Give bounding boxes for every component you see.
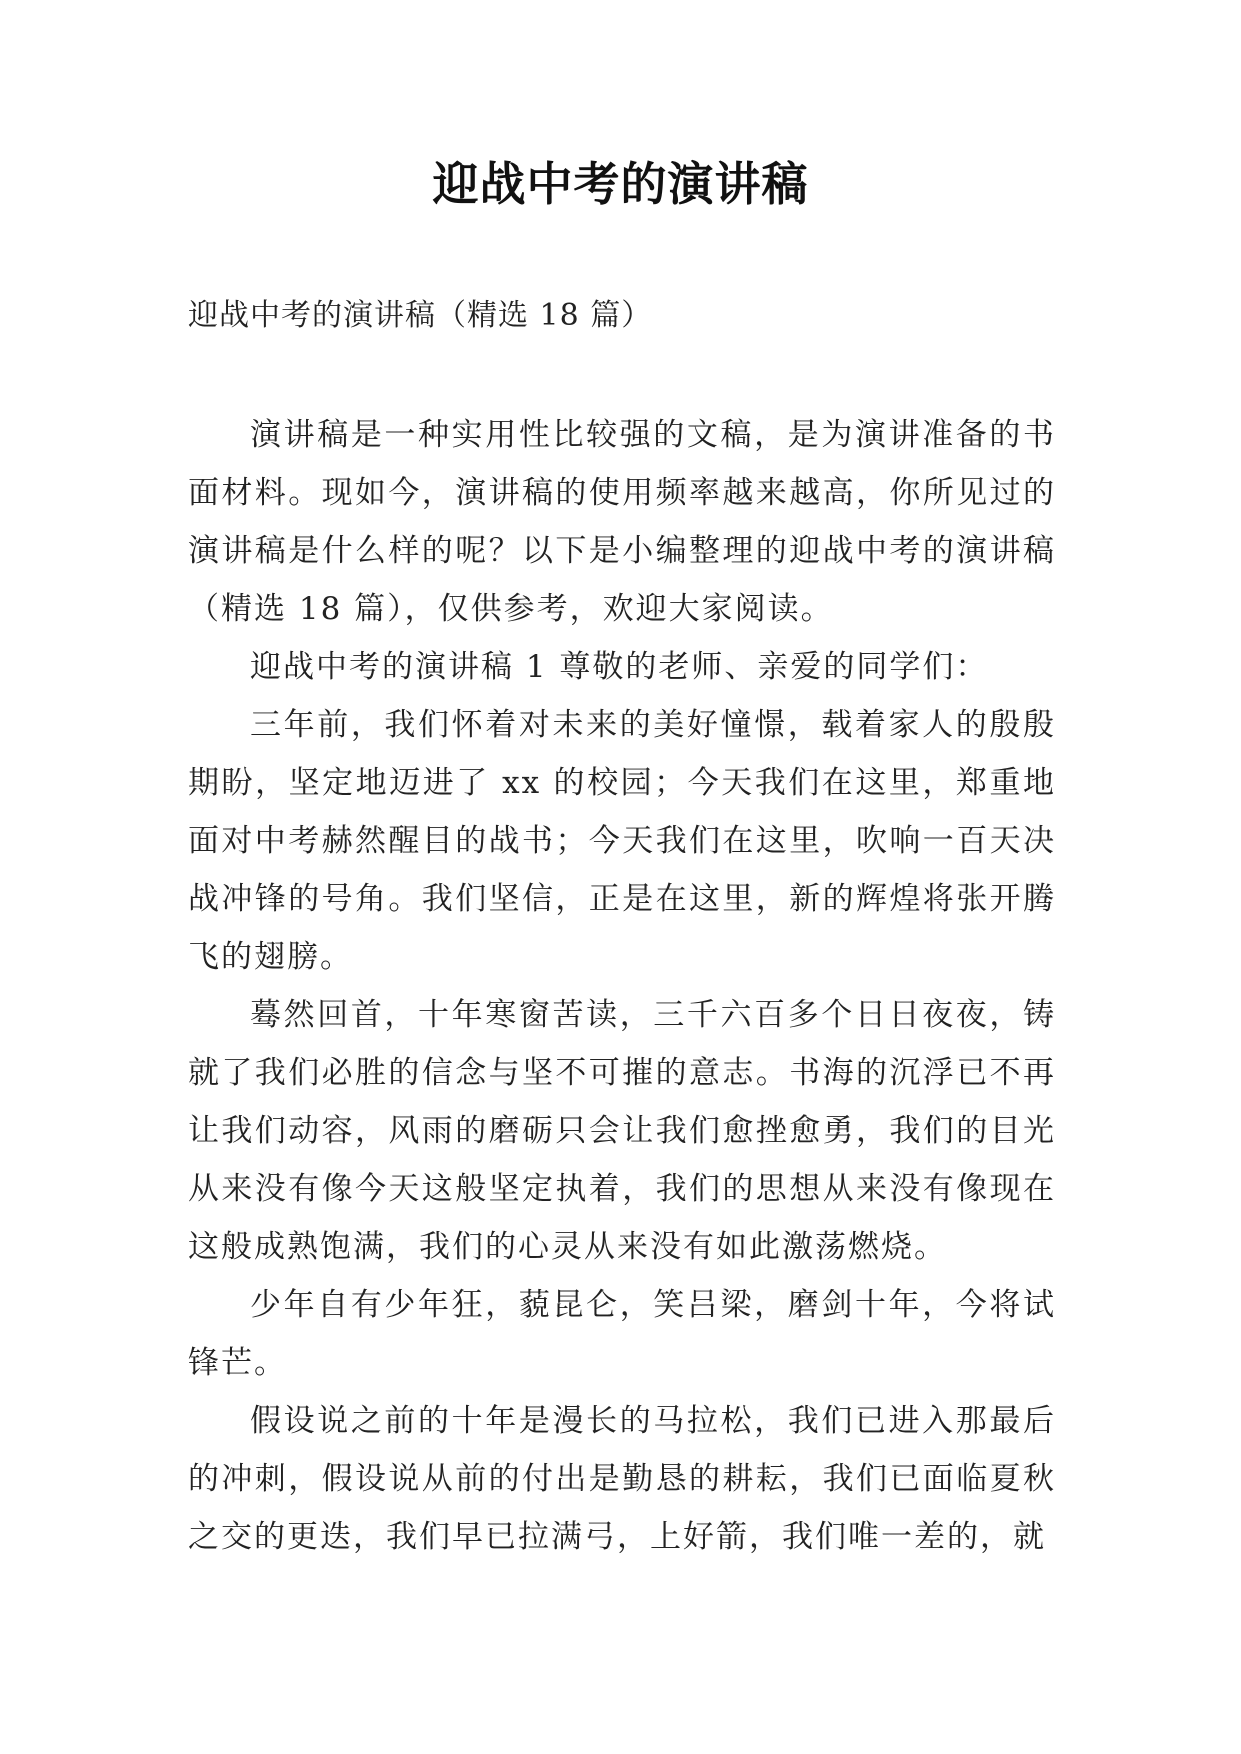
- paragraph-three-years-ago: 三年前，我们怀着对未来的美好憧憬，载着家人的殷殷期盼，坚定地迈进了 xx 的校园；今天我们在这里，郑重地面对中考赫然醒目的战书；今天我们在这里，吹响一百天决战冲锋的号角。我们坚信，正是在这里，新的辉煌将张开腾飞的翅膀。: [188, 707, 1056, 975]
- paragraph-intro: 演讲稿是一种实用性比较强的文稿，是为演讲准备的书面材料。现如今，演讲稿的使用频率越来越高，你所见过的演讲稿是什么样的呢？以下是小编整理的迎战中考的演讲稿（精选 18 篇），仅供参考，欢迎大家阅读。: [188, 417, 1056, 627]
- paragraph-salutation: 迎战中考的演讲稿 1 尊敬的老师、亲爱的同学们：: [250, 649, 989, 685]
- paragraph-youth: 少年自有少年狂，藐昆仑，笑吕梁，磨剑十年，今将试锋芒。: [188, 1287, 1056, 1381]
- document-subtitle: 迎战中考的演讲稿（精选 18 篇）: [188, 298, 653, 333]
- paragraph-looking-back: 蓦然回首，十年寒窗苦读，三千六百多个日日夜夜，铸就了我们必胜的信念与坚不可摧的意志。书海的沉浮已不再让我们动容，风雨的磨砺只会让我们愈挫愈勇，我们的目光从来没有像今天这般坚定执着，我们的思想从来没有像现在这般成熟饱满，我们的心灵从来没有如此激荡燃烧。: [188, 997, 1056, 1265]
- document-body: [188, 406, 1056, 1566]
- document-title: 迎战中考的演讲稿: [432, 157, 809, 211]
- paragraph-marathon: 假设说之前的十年是漫长的马拉松，我们已进入那最后的冲刺，假设说从前的付出是勤恳的耕耘，我们已面临夏秋之交的更迭，我们早已拉满弓，上好箭，我们唯一差的，就: [188, 1403, 1056, 1555]
